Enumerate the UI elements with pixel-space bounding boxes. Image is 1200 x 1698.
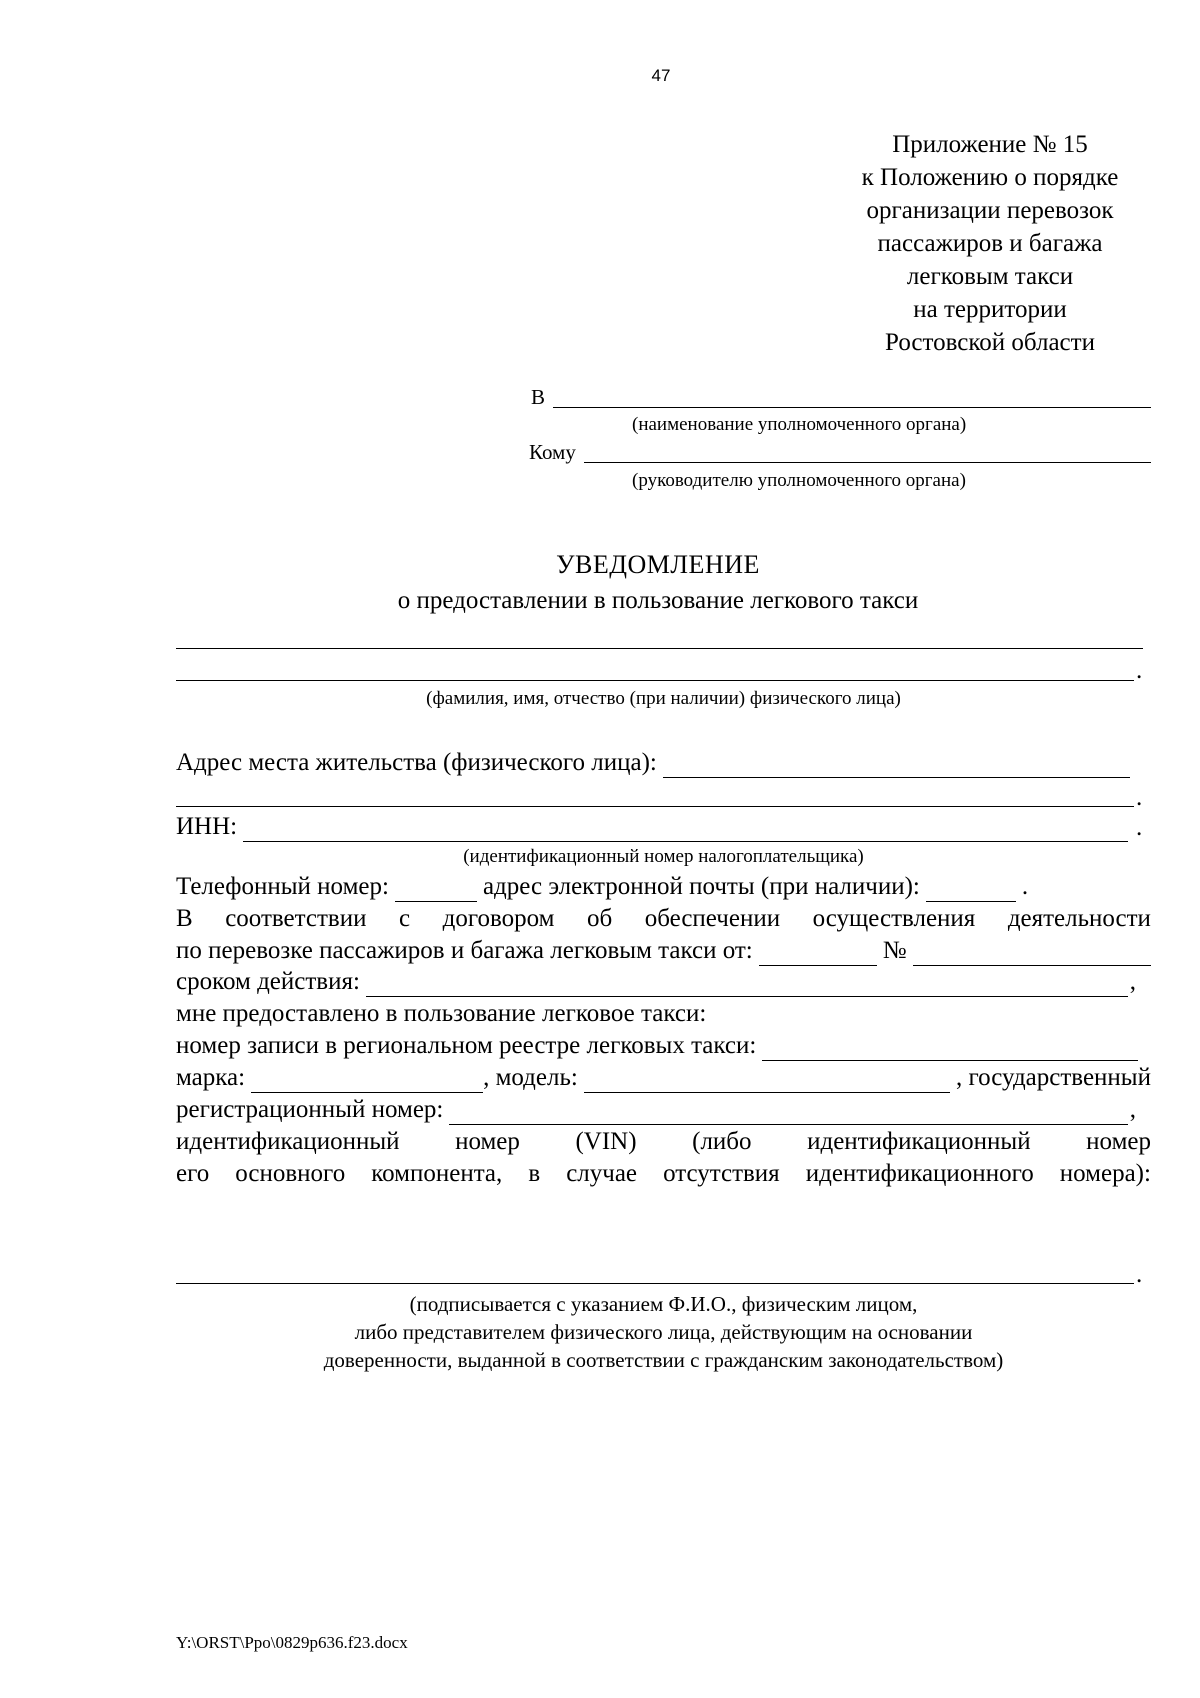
provided-text: мне предоставлено в пользование легковое такси: bbox=[176, 1000, 707, 1027]
inn-field[interactable] bbox=[243, 819, 1128, 842]
contract-line-1 bbox=[176, 904, 1151, 934]
contract-number-sign: № bbox=[882, 937, 907, 964]
name-field-line-1[interactable] bbox=[176, 648, 1143, 649]
whom-label: Кому bbox=[529, 440, 576, 464]
contract-term-field[interactable] bbox=[366, 974, 1128, 997]
address-label: Адрес места жительства (физического лица): bbox=[176, 749, 657, 776]
footer-file-path: Y:\ORST\Ppo\0829p636.f23.docx bbox=[176, 1633, 408, 1652]
contract-term-row bbox=[176, 967, 1136, 997]
inn-label: ИНН: bbox=[176, 813, 238, 840]
vin-word: (либо bbox=[692, 1128, 752, 1155]
signature-caption-line: доверенности, выданной в соответствии с гражданским законодательством) bbox=[323, 1348, 1004, 1372]
vin-word: в bbox=[528, 1160, 541, 1187]
contract-line-2 bbox=[176, 936, 1151, 966]
to-authority-caption: (наименование уполномоченного органа) bbox=[632, 414, 967, 435]
signature-caption-line: либо представителем физического лица, действующим на основании bbox=[354, 1320, 973, 1344]
email-field[interactable] bbox=[926, 879, 1016, 902]
contract-word: с bbox=[398, 905, 411, 932]
vin-word: основного bbox=[235, 1160, 346, 1187]
document-subtitle: о предоставлении в пользование легкового такси bbox=[397, 587, 919, 614]
vin-line-1 bbox=[176, 1127, 1151, 1157]
vin-word: (VIN) bbox=[575, 1128, 637, 1155]
annex-line: к Положению о порядке bbox=[861, 164, 1119, 191]
annex-line: на территории bbox=[913, 296, 1067, 323]
reg-number-row bbox=[176, 1095, 1136, 1125]
contract-number-field[interactable] bbox=[913, 943, 1151, 966]
vin-word: идентификационный bbox=[807, 1128, 1031, 1155]
phone-label: Телефонный номер: bbox=[176, 873, 389, 900]
vin-word: его bbox=[176, 1160, 210, 1187]
model-label: , модель: bbox=[483, 1064, 578, 1091]
address-field[interactable] bbox=[663, 755, 1130, 778]
name-period: . bbox=[1136, 657, 1143, 684]
address-period: . bbox=[1136, 784, 1143, 811]
vin-word: идентификационный bbox=[176, 1128, 400, 1155]
signature-field-line[interactable] bbox=[176, 1283, 1134, 1284]
brand-field[interactable] bbox=[251, 1070, 483, 1093]
vin-word: номер bbox=[1086, 1128, 1151, 1155]
contract-term-comma: , bbox=[1129, 968, 1136, 995]
to-label: В bbox=[531, 385, 546, 409]
registry-label: номер записи в региональном реестре легковых такси: bbox=[176, 1032, 757, 1059]
contract-word: договором bbox=[442, 905, 555, 932]
vin-word: случае bbox=[566, 1160, 638, 1187]
to-authority-field[interactable] bbox=[553, 385, 1151, 408]
signature-caption bbox=[176, 1290, 1151, 1374]
contract-word: об bbox=[586, 905, 613, 932]
vin-word: компонента, bbox=[371, 1160, 503, 1187]
contract-word: обеспечении bbox=[644, 905, 781, 932]
reg-number-field[interactable] bbox=[449, 1102, 1127, 1125]
annex-line: Приложение № 15 bbox=[892, 131, 1088, 158]
vin-word: номер bbox=[455, 1128, 520, 1155]
whom-caption: (руководителю уполномоченного органа) bbox=[632, 470, 966, 491]
contacts-row bbox=[176, 872, 1151, 902]
inn-row bbox=[176, 812, 1134, 842]
reg-number-label: регистрационный номер: bbox=[176, 1096, 444, 1123]
contract-date-label: по перевозке пассажиров и багажа легковым такси от: bbox=[176, 937, 753, 964]
contract-word: деятельности bbox=[1007, 905, 1151, 932]
annex-line: организации перевозок bbox=[866, 197, 1114, 224]
brand-label: марка: bbox=[176, 1064, 246, 1091]
reg-number-comma: , bbox=[1129, 1096, 1136, 1123]
phone-field[interactable] bbox=[395, 879, 477, 902]
signature-caption-line: (подписывается с указанием Ф.И.О., физическим лицом, bbox=[409, 1292, 918, 1316]
model-field[interactable] bbox=[584, 1070, 950, 1093]
contract-term-label: сроком действия: bbox=[176, 968, 360, 995]
contract-word: В bbox=[176, 905, 193, 932]
registry-field[interactable] bbox=[762, 1038, 1138, 1061]
signature-period: . bbox=[1136, 1261, 1143, 1288]
contract-word: осуществления bbox=[812, 905, 976, 932]
page-number: 47 bbox=[651, 66, 671, 85]
name-field-line-2[interactable] bbox=[176, 680, 1134, 681]
address-row bbox=[176, 748, 1136, 778]
inn-period: . bbox=[1136, 814, 1143, 841]
state-text: , государственный bbox=[956, 1064, 1151, 1091]
annex-header bbox=[800, 128, 1180, 359]
whom-row bbox=[529, 440, 1151, 463]
contacts-period: . bbox=[1021, 873, 1029, 900]
brand-model-row bbox=[176, 1063, 1151, 1093]
name-caption: (фамилия, имя, отчество (при наличии) физического лица) bbox=[426, 688, 901, 709]
annex-line: Ростовской области bbox=[885, 329, 1095, 356]
registry-row bbox=[176, 1031, 1138, 1061]
address-field-line-2[interactable] bbox=[176, 806, 1134, 807]
annex-line: пассажиров и багажа bbox=[877, 230, 1103, 257]
annex-line: легковым такси bbox=[906, 263, 1074, 290]
contract-date-field[interactable] bbox=[759, 943, 877, 966]
vin-line-2 bbox=[176, 1159, 1151, 1189]
to-authority-row bbox=[531, 385, 1151, 408]
vin-word: номера): bbox=[1059, 1160, 1151, 1187]
document-title: УВЕДОМЛЕНИЕ bbox=[556, 550, 760, 579]
contract-word: соответствии bbox=[225, 905, 367, 932]
vin-word: отсутствия bbox=[663, 1160, 780, 1187]
inn-caption: (идентификационный номер налогоплательщика) bbox=[463, 846, 864, 867]
whom-field[interactable] bbox=[584, 440, 1151, 463]
email-label: адрес электронной почты (при наличии): bbox=[482, 873, 920, 900]
vin-word: идентификационного bbox=[805, 1160, 1034, 1187]
